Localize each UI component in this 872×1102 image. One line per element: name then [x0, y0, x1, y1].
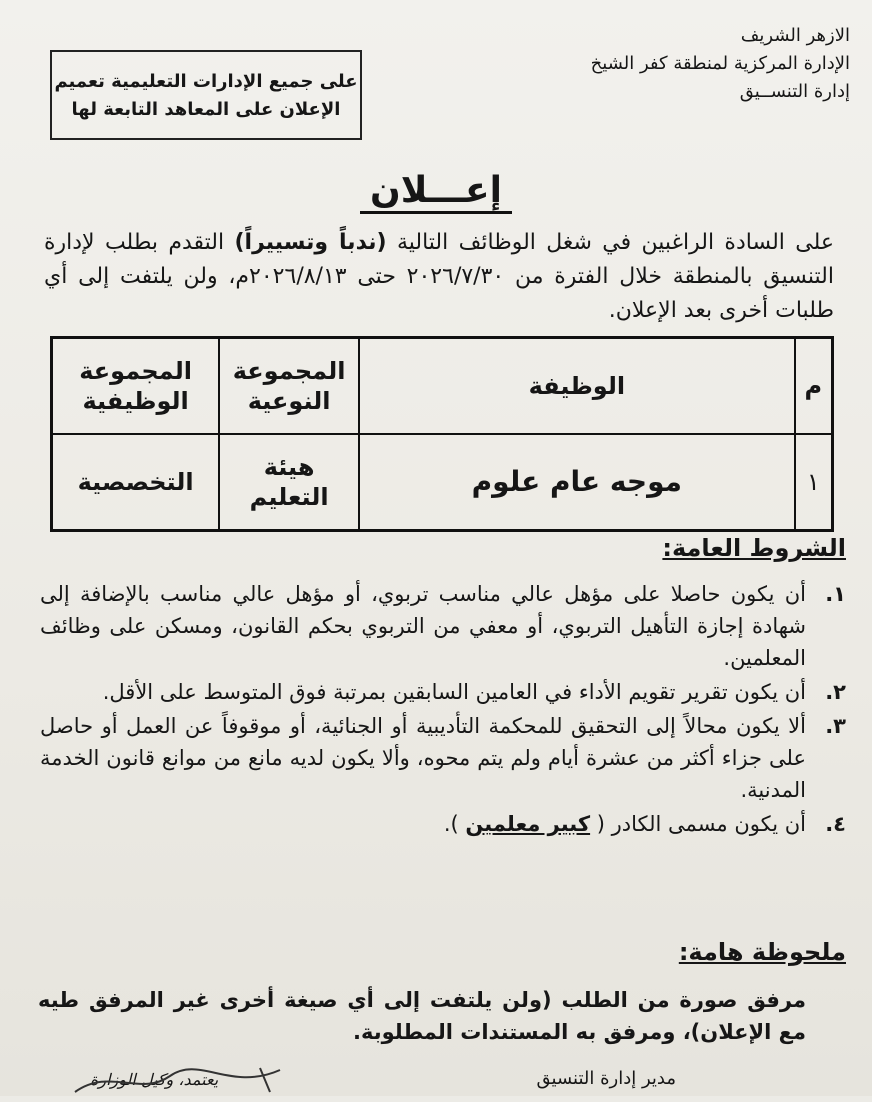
announcement-title: إعـــلان — [360, 170, 512, 214]
condition-number: ٣. — [825, 714, 846, 738]
col-header-num: م — [795, 338, 833, 435]
circulation-notice-line2: الإعلان على المعاهد التابعة لها — [71, 99, 341, 120]
signature-deputy-minister-label: يعتمد، وكيل الوزارة — [90, 1070, 219, 1089]
condition-text — [40, 808, 806, 840]
condition-number: ٤. — [825, 812, 846, 836]
condition-number: ٢. — [825, 680, 846, 704]
col-header-qual-group: المجموعة النوعية — [219, 338, 359, 435]
intro-highlight: (ندباً وتسييراً) — [234, 230, 387, 255]
letterhead-line-department: إدارة التنســيق — [739, 81, 850, 102]
list-item — [40, 676, 846, 708]
signature-coordination-director: مدير إدارة التنسيق — [536, 1068, 676, 1089]
condition-text: أن يكون حاصلا على مؤهل عالي مناسب تربوي، أو مؤهل عالي مناسب بالإضافة إلى شهادة إجازة التأهيل التربوي، أو معفي من التربوي بحكم القانون، ومسكن على وظائف المعلمين. — [40, 582, 806, 670]
cell-num: ١ — [795, 434, 833, 531]
condition-text: ألا يكون محالاً إلى التحقيق للمحكمة التأديبية أو الجنائية، أو موقوفاً عن العمل أو حاصل على جزاء أكثر من عشرة أيام ولم يتم محوه، وألا يكون لديه مانع من موانع قانون الخدمة المدنية. — [40, 714, 806, 802]
intro-paragraph — [44, 226, 834, 328]
table-row — [52, 434, 833, 531]
jobs-table-header-row — [52, 338, 833, 435]
letterhead-line-azhar: الازهر الشريف — [740, 25, 850, 46]
list-item — [40, 710, 846, 806]
circulation-notice-box — [50, 50, 362, 140]
condition-text: أن يكون تقرير تقويم الأداء في العامين السابقين بمرتبة فوق المتوسط على الأقل. — [102, 680, 806, 704]
col-header-job: الوظيفة — [359, 338, 795, 435]
conditions-title: الشروط العامة: — [662, 534, 846, 562]
intro-text-after: التقدم بطلب لإدارة التنسيق بالمنطقة خلال الفترة من ٢٠٢٦/٧/٣٠ حتى ٢٠٢٦/٨/١٣م، ولن يلتفت إلى أي طلبات أخرى بعد الإعلان. — [44, 230, 835, 323]
list-item — [40, 578, 846, 674]
note-text: مرفق صورة من الطلب (ولن يلتفت إلى أي صيغة أخرى غير المرفق طيه مع الإعلان)، ومرفق به المستندات المطلوبة. — [38, 988, 806, 1044]
cell-func-group: التخصصية — [52, 434, 220, 531]
condition-number: ١. — [825, 582, 846, 606]
letterhead — [520, 22, 850, 106]
signature-deputy-minister — [90, 1070, 218, 1089]
intro-text-before: على السادة الراغبين في شغل الوظائف التالية — [396, 230, 834, 255]
cell-qual-group: هيئة التعليم — [219, 434, 359, 531]
announcement-title-wrap — [0, 170, 872, 211]
note-title: ملحوظة هامة: — [678, 938, 846, 966]
circulation-notice-line1: على جميع الإدارات التعليمية تعميم — [54, 71, 358, 92]
col-header-func-group: المجموعة الوظيفية — [52, 338, 220, 435]
cadre-text-before: أن يكون مسمى الكادر ( — [596, 812, 806, 836]
cadre-title: كبير معلمين — [465, 812, 591, 836]
conditions-list — [40, 578, 846, 842]
cadre-text-after: ). — [443, 812, 459, 836]
list-item — [40, 808, 846, 840]
jobs-table — [50, 336, 834, 532]
signature-scribble-icon — [70, 1062, 290, 1102]
letterhead-line-directorate: الإدارة المركزية لمنطقة كفر الشيخ — [590, 53, 850, 74]
cell-job: موجه عام علوم — [359, 434, 795, 531]
